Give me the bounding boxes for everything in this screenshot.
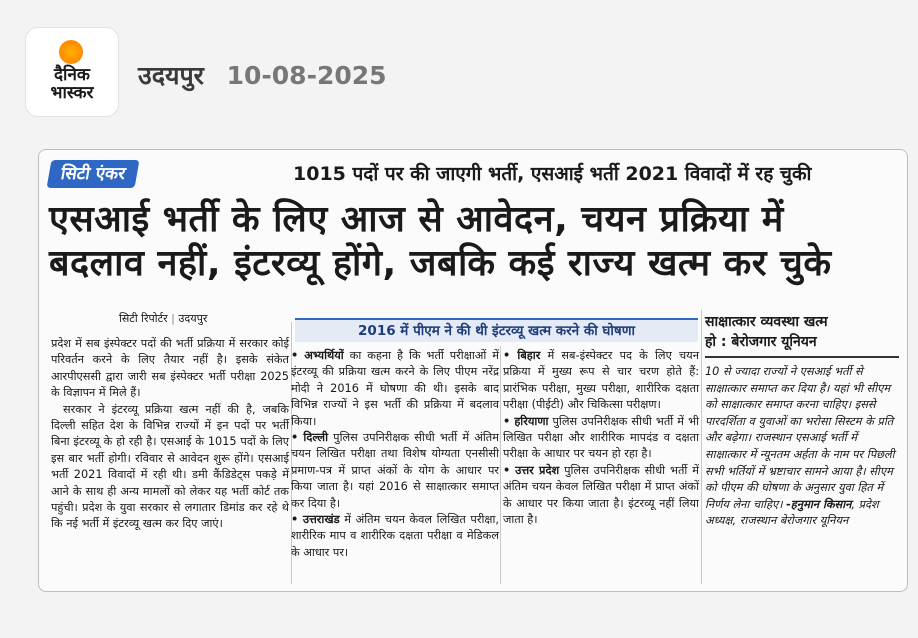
news-clipping — [38, 149, 908, 592]
list-item — [503, 348, 699, 414]
column-divider — [701, 310, 702, 584]
dainik-bhaskar-logo[interactable] — [26, 28, 118, 116]
subheadline: 2016 में पीएम ने की थी इंटरव्यू खत्म करने की घोषणा — [295, 318, 698, 342]
item-lead: उत्तर प्रदेश — [515, 463, 560, 477]
logo-line-1: दैनिक — [54, 65, 90, 85]
headline-line-1: एसआई भर्ती के लिए आज से आवेदन, चयन प्रक्रिया में — [49, 199, 784, 240]
sidebar-body — [705, 364, 899, 530]
byline-city: उदयपुर — [178, 312, 208, 325]
edition-city: उदयपुर — [138, 61, 204, 90]
item-lead: बिहार — [517, 349, 541, 362]
sidebar-title-line-1: साक्षात्कार व्यवस्था खत्म — [705, 314, 828, 330]
byline — [119, 311, 207, 326]
kicker-headline: 1015 पदों पर की जाएगी भर्ती, एसआई भर्ती 2021 विवादों में रह चुकी — [293, 163, 812, 185]
list-item — [503, 463, 699, 529]
list-item — [291, 512, 499, 561]
paragraph: प्रदेश में सब इंस्पेक्टर पदों की भर्ती प्रक्रिया में सरकार कोई परिवर्तन करने के लिए तैयार नहीं है। इसके संकेत आरपीएससी द्वारा जारी सब इंस्पेक्टर भर्ती परीक्षा 2025 के विज्ञापन में मिले हैं। — [51, 337, 289, 400]
sidebar-box — [705, 312, 899, 530]
bullet-marker: • — [291, 349, 299, 362]
top-bar — [0, 0, 918, 140]
item-text: का कहना है कि भर्ती परीक्षाओं में इंटरव्यू की प्रक्रिया खत्म करने के लिए पीएम नरेंद्र मोदी ने 2016 में घोषणा की थी। इसके बाद विभिन्न राज्यों ने इस भर्ती की प्रक्रिया में बदलाव किया। — [291, 349, 499, 428]
bullet-marker: • — [503, 349, 511, 362]
item-lead: दिल्ली — [303, 431, 329, 445]
item-text: पुलिस उपनिरीक्षक सीधी भर्ती में अंतिम चयन केवल लिखित परीक्षा में प्राप्त अंकों के आधार पर किया जाता है। इंटरव्यू नहीं लिया जाता है। — [503, 463, 700, 527]
sidebar-signature-role: , प्रदेश अध्यक्ष, राजस्थान बेरोजगार यूनियन — [705, 497, 879, 528]
column-3 — [503, 348, 699, 528]
byline-reporter: सिटी रिपोर्टर — [119, 312, 168, 325]
item-lead: अभ्यर्थियों — [304, 349, 344, 362]
column-2 — [291, 348, 499, 561]
bullet-marker: • — [503, 414, 511, 428]
sidebar-title — [705, 312, 899, 358]
item-lead: उत्तराखंड — [302, 513, 340, 527]
main-headline — [49, 198, 899, 286]
item-text: में अंतिम चयन केवल लिखित परीक्षा, शारीरिक माप व शारीरिक दक्षता परीक्षा व मेडिकल के आधार पर। — [291, 513, 499, 559]
sidebar-title-line-2: हो : बेरोजगार यूनियन — [705, 334, 817, 350]
byline-separator: | — [171, 312, 175, 325]
list-item — [291, 348, 499, 430]
bullet-marker: • — [291, 513, 299, 527]
section-tag: सिटी एंकर — [47, 160, 140, 188]
logo-line-2: भास्कर — [50, 83, 94, 103]
list-item — [291, 430, 499, 512]
item-lead: हरियाणा — [514, 414, 549, 428]
column-divider — [500, 346, 501, 584]
bullet-marker: • — [503, 463, 511, 477]
bullet-marker: • — [291, 431, 299, 445]
sun-icon — [59, 40, 83, 64]
edition-date: 10-08-2025 — [226, 61, 387, 90]
paragraph: सरकार ने इंटरव्यू प्रक्रिया खत्म नहीं की है, जबकि दिल्ली सहित देश के विभिन्न राज्यों में इन पदों पर भर्ती बिना इंटरव्यू के हो रही है। एसआई के 1015 पदों के लिए इस बार भर्ती होगी। रविवार से आवेदन शुरू होंगे। एसआई भर्ती 2021 विवादों में रही थी। डमी कैंडिडेट्स पकड़े में आने के साथ ही अन्य मामलों को लेकर यह भर्ती कोर्ट तक पहुंची। प्रदेश के युवा सरकार से लगातार डिमांड कर रहे थे कि नई भर्ती में इंटरव्यू खत्म कर दिए जाएं। — [51, 402, 289, 531]
item-text: में सब-इंस्पेक्टर पद के लिए चयन प्रक्रिया में मुख्य रूप से चार चरण होते हैं: प्रारंभिक परीक्षा, मुख्य परीक्षा, शारीरिक दक्षता परीक्षा (पीईटी) और चिकित्सा परीक्षण। — [503, 349, 699, 412]
list-item — [503, 414, 699, 463]
headline-line-2: बदलाव नहीं, इंटरव्यू होंगे, जबकि कई राज्य खत्म कर चुके — [49, 243, 832, 284]
kicker-row — [49, 158, 899, 192]
column-1 — [51, 336, 289, 533]
item-text: पुलिस उपनिरीक्षक सीधी भर्ती में भी लिखित परीक्षा और शारीरिक मापदंड व दक्षता परीक्षा के आधार पर चयन हो रहा है। — [503, 414, 699, 461]
item-text: पुलिस उपनिरीक्षक सीधी भर्ती में अंतिम चयन लिखित परीक्षा तथा विशेष योग्यता एनसीसी प्रमाण-पत्र में प्राप्त अंकों के योग के आधार पर किया जाता है। यहां 2016 से साक्षात्कार समाप्त कर दिया है। — [291, 431, 500, 510]
sidebar-text: 10 से ज्यादा राज्यों ने एसआई भर्ती से साक्षात्कार समाप्त कर दिया है। यहां भी सीएम को साक्षात्कार समाप्त करना चाहिए। इससे पारदर्शिता व युवाओं का भरोसा सिस्टम के प्रति और बढ़ेगा। राजस्थान एसआई भर्ती में साक्षात्कार में न्यूनतम अर्हता के नाम पर पिछली सभी भर्तियों में भ्रष्टाचार सामने आया है। सीएम को पीएम की घोषणा के अनुसार युवा हित में निर्णय लेना चाहिए। — [705, 365, 895, 511]
edition-meta — [138, 58, 387, 92]
sidebar-signature-name: -हनुमान किसान — [786, 497, 852, 511]
